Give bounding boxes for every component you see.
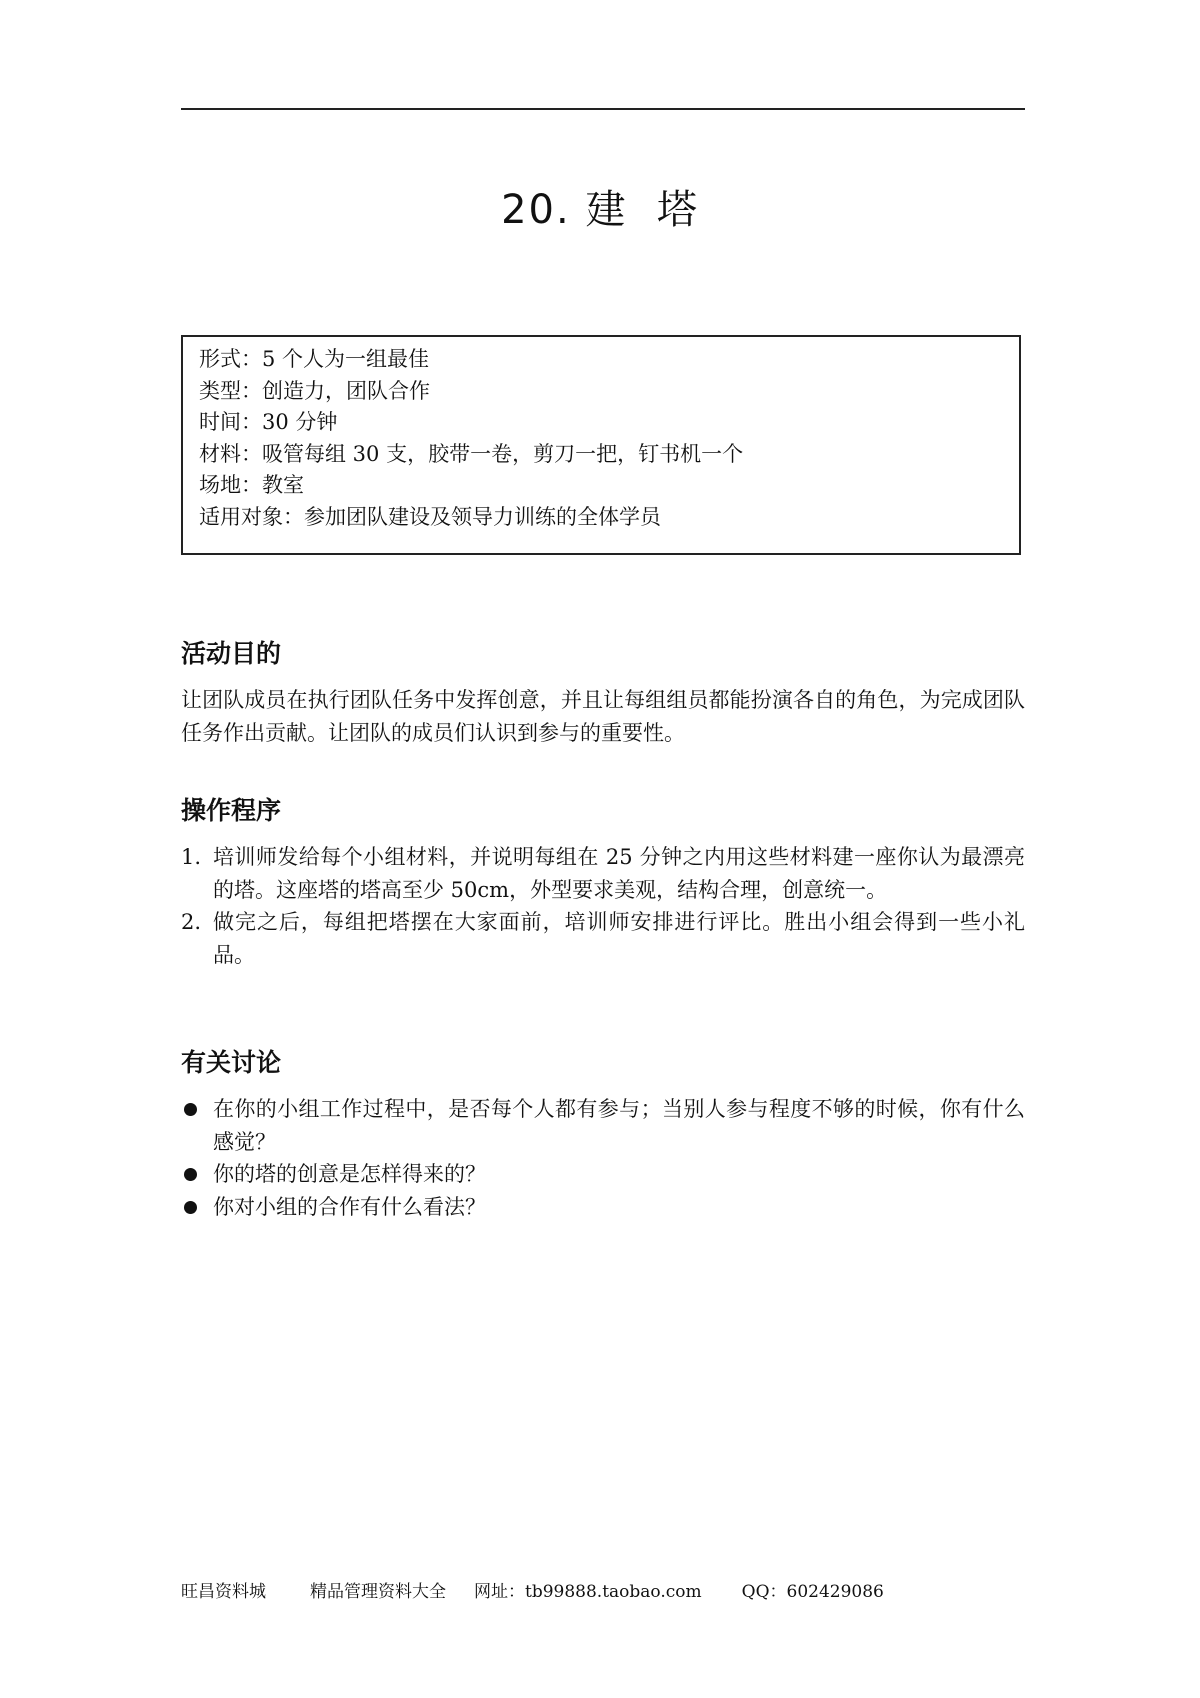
discussion-item-text: 你的塔的创意是怎样得来的？ — [213, 1162, 486, 1186]
info-format: 形式：5 个人为一组最佳 — [199, 347, 430, 371]
page-footer — [181, 1580, 884, 1604]
footer-shop: 旺昌资料城 — [181, 1582, 266, 1602]
step-number: 1. — [181, 845, 202, 869]
purpose-section — [181, 636, 1025, 749]
discussion-section — [181, 1045, 1025, 1223]
top-rule — [181, 108, 1025, 110]
purpose-heading: 活动目的 — [181, 639, 282, 668]
discussion-item — [181, 1158, 1025, 1191]
info-time: 时间：30 分钟 — [199, 410, 338, 434]
procedure-heading: 操作程序 — [181, 796, 282, 825]
discussion-item-text: 在你的小组工作过程中，是否每个人都有参与；当别人参与程度不够的时候，你有什么感觉？ — [213, 1097, 1025, 1154]
bullet-icon — [181, 1158, 213, 1191]
discussion-item — [181, 1093, 1025, 1158]
step-text: 培训师发给每个小组材料，并说明每组在 25 分钟之内用这些材料建一座你认为最漂亮的塔。这座塔的塔高至少 50cm，外型要求美观，结构合理，创意统一。 — [213, 845, 1025, 902]
footer-website: 网址：tb99888.taobao.com — [474, 1582, 702, 1602]
info-materials: 材料：吸管每组 30 支，胶带一卷，剪刀一把，钉书机一个 — [199, 441, 744, 466]
footer-collection: 精品管理资料大全 — [310, 1582, 446, 1602]
info-type: 类型：创造力，团队合作 — [199, 378, 430, 403]
info-audience: 适用对象：参加团队建设及领导力训练的全体学员 — [199, 504, 661, 529]
purpose-text: 让团队成员在执行团队任务中发挥创意，并且让每组组员都能扮演各自的角色，为完成团队任务作出贡献。让团队的成员们认识到参与的重要性。 — [181, 688, 1025, 745]
info-box — [181, 335, 1021, 555]
page-title: 20. 建 塔 — [501, 187, 699, 233]
footer-qq: QQ：602429086 — [741, 1582, 884, 1602]
discussion-item — [181, 1191, 1025, 1224]
step-text: 做完之后，每组把塔摆在大家面前，培训师安排进行评比。胜出小组会得到一些小礼品。 — [213, 910, 1025, 967]
info-venue: 场地：教室 — [199, 473, 304, 497]
procedure-step — [181, 906, 1025, 971]
bullet-icon — [181, 1191, 213, 1224]
procedure-section — [181, 793, 1025, 971]
procedure-step — [181, 841, 1025, 906]
discussion-item-text: 你对小组的合作有什么看法？ — [213, 1194, 486, 1219]
step-number: 2. — [181, 910, 202, 934]
discussion-heading: 有关讨论 — [181, 1048, 282, 1077]
bullet-icon — [181, 1093, 213, 1126]
